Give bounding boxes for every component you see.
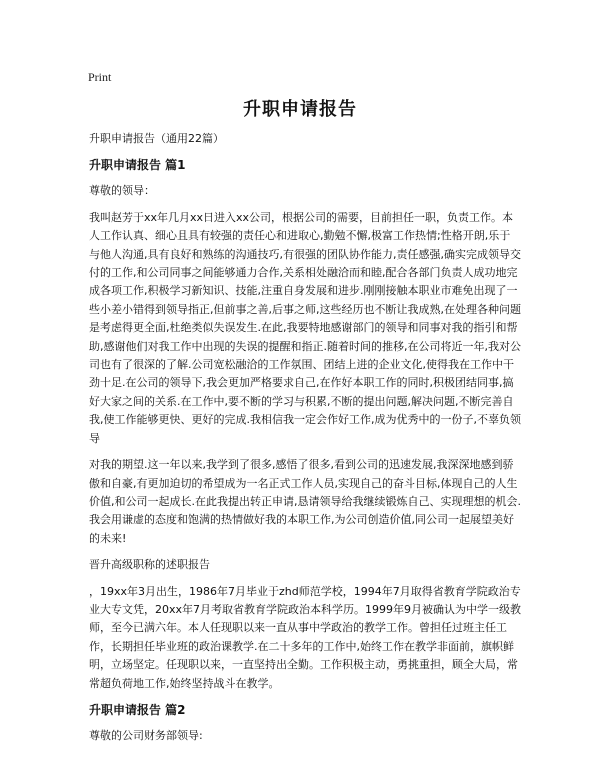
body-paragraph: ，19xx年3月出生，1986年7月毕业于zhd师范学校，1994年7月取得省教育学院政治专业大专文凭，20xx年7月考取省教育学院政治本科学历。1999年9月被确认为中学一级教师，至今已满六年。本人任现职以来一直从事中学政治的教学工作。曾担任过班主任工作，长期担任毕业班的政治课教学.在二十多年的工作中,始终工作在教学非面前，旗帜鲜明，立场坚定。任现职以来，一直坚持出全勤。工作积极主动，勇挑重担，顾全大局，常常超负荷地工作,始终坚持战斗在教学。 <box>89 584 522 690</box>
section-heading: 升职申请报告 篇1 <box>89 158 186 173</box>
section-heading: 升职申请报告 篇2 <box>89 702 186 717</box>
salutation: 尊敬的领导： <box>89 184 155 198</box>
sub-heading: 晋升高级职称的述职报告 <box>89 558 210 572</box>
print-link[interactable]: Print <box>88 70 112 84</box>
body-paragraph: 我叫赵芳于xx年几月xx日进入xx公司，根据公司的需要，目前担任一职，负责工作。本人工作认真、细心且具有较强的责任心和进取心,勤勉不懈,极富工作热情;性格开朗,乐于与他人沟通,具有良好和熟练的沟通技巧,有很强的团队协作能力,责任感强,确实完成领导交付的工作,和公司同事之间能够通力合作,关系相处融洽而和睦,配合各部门负责人成功地完成各项工作,积极学习新知识、技能,注重自身发展和进步.刚刚接触本职业市难免出现了一些小差小错得到领导指正,但前事之善,后事之师,这些经历也不断让我成熟,在处理各种问题是考虑得更全面,杜绝类似失误发生.在此,我要特地感谢部门的领导和同事对我的指引和帮助,感谢他们对我工作中出现的失误的提醒和指正.随着时间的推移,在公司将近一年,我对公司也有了很深的了解.公司宽松融洽的工作氛围、团结上进的企业文化,使得我在工作中干劲十足.在公司的领导下,我会更加严格要求自己,在作好本职工作的同时,积极团结同事,搞好大家之间的关系.在工作中,要不断的学习与积累,不断的提出问题,解决问题,不断完善自我,使工作能够更快、更好的完成.我相信我一定会作好工作,成为优秀中的一份子,不辜负领导 <box>89 210 521 445</box>
document-subtitle: 升职申请报告（通用22篇） <box>89 132 224 145</box>
page-title: 升职申请报告 <box>243 99 357 120</box>
salutation: 尊敬的公司财务部领导: <box>89 728 203 742</box>
body-paragraph: 对我的期望.这一年以来,我学到了很多,感悟了很多,看到公司的迅速发展,我深深地感到骄傲和自豪,有更加迫切的希望成为一名正式工作人员,实现自己的奋斗目标,体现自己的人生价值,和公司一起成长.在此我提出转正申请,恳请领导给我继续锻炼自己、实现理想的机会.我会用谦虚的态度和饱满的热情做好我的本职工作,为公司创造价值,同公司一起展望美好的未来! <box>89 458 521 545</box>
document-body <box>89 130 521 749</box>
